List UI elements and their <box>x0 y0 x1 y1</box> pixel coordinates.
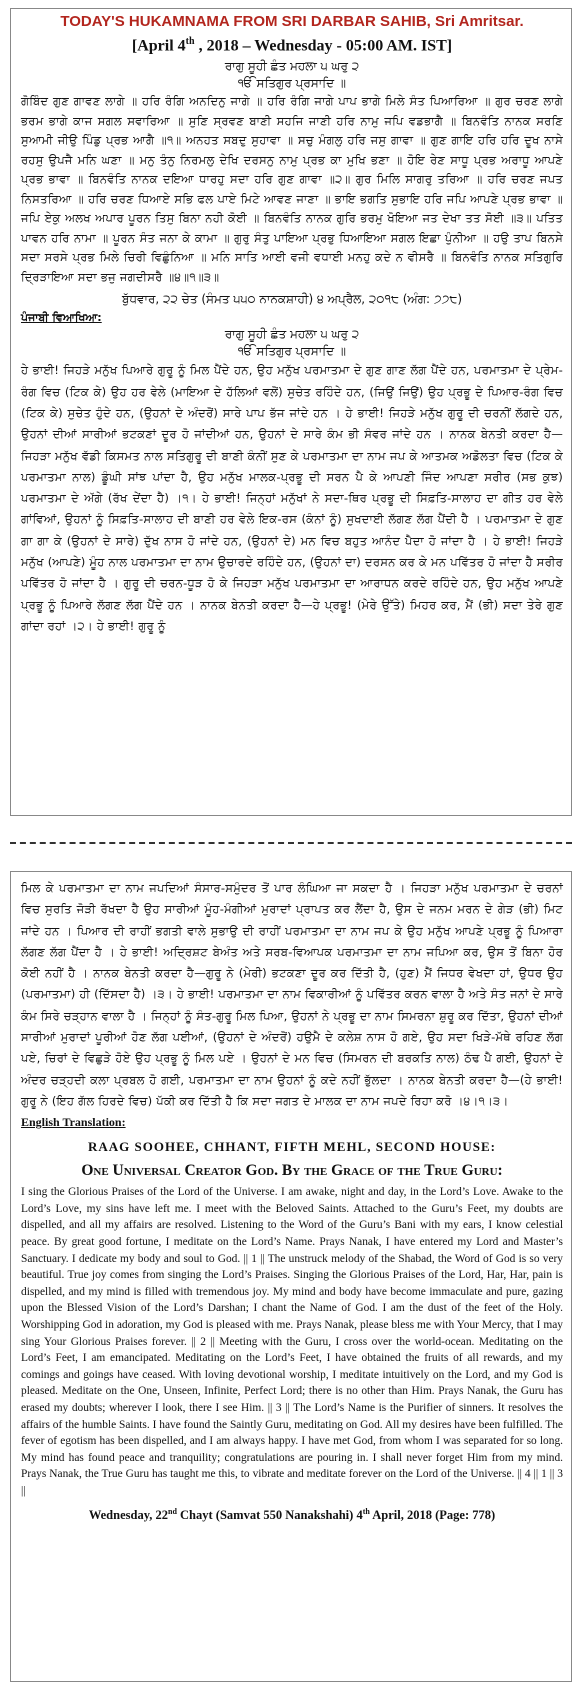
english-section-label: English Translation: <box>21 1115 126 1130</box>
footer-sup2: th <box>362 1506 370 1516</box>
date-header <box>21 31 563 56</box>
footer-mid: Chayt (Samvat 550 Nanakshahi) 4 <box>176 1507 363 1522</box>
page-divider <box>10 842 572 844</box>
english-translation-text: I sing the Glorious Praises of the Lord of the Universe. I am awake, night and day, in the Lord’s Love. Awake to the Lord’s Love, my sins have left me. I meet with the Beloved Saints. Attached to the Guru’s Feet, my doubts are dispelled, and all my affairs are resolved. Listening to the Word of the Guru’s Bani with my ears, I know celestial peace. By great good fortune, I meditate on the Lord’s Name. Prays Nanak, I have entered my Lord and Master’s Sanctuary. I dedicate my body and soul to God. || 1 || The unstruck melody of the Shabad, the Word of God is so very beautiful. True joy comes from singing the Lord’s Praises. Singing the Glorious Praises of the Lord, Har, Har, pain is dispelled, and my mind is filled with tremendous joy. My mind and body have become immaculate and pure, gazing upon the Blessed Vision of the Lord’s Darshan; I chant the Name of God. I am the dust of the feet of the Holy. Worshipping God in adoration, my God is pleased with me. Prays Nanak, please bless me with Your Mercy, that I may sing Your Glorious Praises forever. || 2 || Meeting with the Guru, I cross over the world-ocean. Meditating on the Lord’s Feet, I am emancipated. Meditating on the Lord’s Feet, I have obtained the fruits of all rewards, and my comings and goings have ceased. With loving devotional worship, I meditate intuitively on the Lord, and my God is pleased. Meditate on the One, Unseen, Infinite, Perfect Lord; there is no other than Him. Prays Nanak, the Guru has erased my doubts; wherever I look, there I see Him. || 3 || The Lord’s Name is the Purifier of sinners. It resolves the affairs of the humble Saints. I have found the Saintly Guru, meditating on God. All my desires have been fulfilled. The fever of egotism has been dispelled, and I am always happy. I have met God, from whom I was separated for so long. My mind has found peace and tranquility; congratulations are pouring in. I shall never forget Him from my mind. Prays Nanak, the True Guru has taught me this, to vibrate and meditate forever on the Lord of the Universe. || 4 || 1 || 3 || <box>21 1186 563 1497</box>
punjabi-explanation-part1: ਹੇ ਭਾਈ! ਜਿਹੜੇ ਮਨੁੱਖ ਪਿਆਰੇ ਗੁਰੂ ਨੂੰ ਮਿਲ ਪੈਂਦੇ ਹਨ, ਉਹ ਮਨੁੱਖ ਪਰਮਾਤਮਾ ਦੇ ਗੁਣ ਗਾਣ ਲੱਗ ਪੈਂਦੇ ਹਨ, ਪਰਮਾਤਮਾ ਦੇ ਪ੍ਰੇਮ-ਰੰਗ ਵਿਚ (ਟਿਕ ਕੇ) ਉਹ ਹਰ ਵੇਲੇ (ਮਾਇਆ ਦੇ ਹੱਲਿਆਂ ਵਲੋਂ) ਸੁਚੇਤ ਰਹਿੰਦੇ ਹਨ, (ਜਿਉਂ ਜਿਉਂ) ਉਹ ਪ੍ਰਭੂ ਦੇ ਪਿਆਰ-ਰੰਗ ਵਿਚ (ਟਿਕ ਕੇ) ਸੁਚੇਤ ਹੁੰਦੇ ਹਨ, (ਉਹਨਾਂ ਦੇ ਅੰਦਰੋਂ) ਸਾਰੇ ਪਾਪ ਭੱਜ ਜਾਂਦੇ ਹਨ । ਹੇ ਭਾਈ! ਜਿਹੜੇ ਮਨੁੱਖ ਗੁਰੂ ਦੀ ਚਰਨੀਂ ਲੱਗਦੇ ਹਨ, ਉਹਨਾਂ ਦੀਆਂ ਸਾਰੀਆਂ ਭਟਕਣਾਂ ਦੂਰ ਹੋ ਜਾਂਦੀਆਂ ਹਨ, ਉਹਨਾਂ ਦੇ ਸਾਰੇ ਕੰਮ ਭੀ ਸੰਵਰ ਜਾਂਦੇ ਹਨ । ਨਾਨਕ ਬੇਨਤੀ ਕਰਦਾ ਹੈ—ਜਿਹੜਾ ਮਨੁੱਖ ਵੱਡੀ ਕਿਸਮਤ ਨਾਲ ਸਤਿਗੁਰੂ ਦੀ ਬਾਣੀ ਕੰਨੀਂ ਸੁਣ ਕੇ ਪਰਮਾਤਮਾ ਦਾ ਨਾਮ ਜਪ ਕੇ ਆਤਮਕ ਅਡੋਲਤਾ ਵਿਚ (ਟਿਕ ਕੇ ਪਰਮਾਤਮਾ ਨਾਲ) ਡੂੰਘੀ ਸਾਂਝ ਪਾਂਦਾ ਹੈ, ਉਹ ਮਨੁੱਖ ਮਾਲਕ-ਪ੍ਰਭੂ ਦੀ ਸਰਨ ਪੈ ਕੇ ਆਪਣੀ ਜਿੰਦ ਆਪਣਾ ਸਰੀਰ (ਸਭ ਕੁਝ) ਪਰਮਾਤਮਾ ਦੇ ਅੱਗੇ (ਰੱਖ ਦੇਂਦਾ ਹੈ) ।੧। ਹੇ ਭਾਈ! ਜਿਨ੍ਹਾਂ ਮਨੁੱਖਾਂ ਨੇ ਸਦਾ-ਥਿਰ ਪ੍ਰਭੂ ਦੀ ਸਿਫ਼ਤਿ-ਸਾਲਾਹ ਦਾ ਗੀਤ ਹਰ ਵੇਲੇ ਗਾਂਵਿਆਂ, ਉਹਨਾਂ ਨੂੰ ਸਿਫ਼ਤਿ-ਸਾਲਾਹ ਦੀ ਬਾਣੀ ਹਰ ਵੇਲੇ ਇਕ-ਰਸ (ਕੰਨਾਂ ਨੂੰ) ਸੁਖਦਾਈ ਲੱਗਣ ਲੱਗ ਪੈਂਦੀ ਹੈ । ਪਰਮਾਤਮਾ ਦੇ ਗੁਣ ਗਾ ਗਾ ਕੇ (ਉਹਨਾਂ ਦੇ ਸਾਰੇ) ਦੁੱਖ ਨਾਸ ਹੋ ਜਾਂਦੇ ਹਨ, (ਉਹਨਾਂ ਦੇ) ਮਨ ਵਿਚ ਬਹੁਤ ਆਨੰਦ ਪੈਦਾ ਹੋ ਜਾਂਦਾ ਹੈ । ਹੇ ਭਾਈ! ਜਿਹੜੇ ਮਨੁੱਖ (ਆਪਣੇ) ਮੂੰਹ ਨਾਲ ਪਰਮਾਤਮਾ ਦਾ ਨਾਮ ਉਚਾਰਦੇ ਰਹਿੰਦੇ ਹਨ, (ਉਹਨਾਂ ਦਾ) ਦਰਸਨ ਕਰ ਕੇ ਮਨ ਪਵਿੱਤਰ ਹੋ ਜਾਂਦਾ ਹੈ ਸਰੀਰ ਪਵਿੱਤਰ ਹੋ ਜਾਂਦਾ ਹੈ । ਗੁਰੂ ਦੀ ਚਰਨ-ਧੂੜ ਹੋ ਕੇ ਜਿਹੜਾ ਮਨੁੱਖ ਪਰਮਾਤਮਾ ਦਾ ਆਰਾਧਨ ਕਰਦੇ ਰਹਿੰਦੇ ਹਨ, ਉਹ ਮਨੁੱਖ ਆਪਣੇ ਪ੍ਰਭੂ ਨੂੰ ਪਿਆਰੇ ਲੱਗਣ ਲੱਗ ਪੈਂਦੇ ਹਨ । ਨਾਨਕ ਬੇਨਤੀ ਕਰਦਾ ਹੈ—ਹੇ ਪ੍ਰਭੂ! (ਮੇਰੇ ਉੱਤੇ) ਮਿਹਰ ਕਰ, ਮੈਂ (ਭੀ) ਸਦਾ ਤੇਰੇ ਗੁਣ ਗਾਂਦਾ ਰਹਾਂ ।੨। ਹੇ ਭਾਈ! ਗੁਰੂ ਨੂੰ <box>21 363 563 633</box>
english-date-footer <box>21 1502 563 1525</box>
footer-sup1: nd <box>168 1506 177 1516</box>
date-header-sup: th <box>185 36 195 47</box>
hukamnama-bottom-panel <box>10 871 572 1682</box>
english-raag-line: RAAG SOOHEE, CHHANT, FIFTH MEHL, SECOND HOUSE: <box>88 1139 496 1155</box>
gurbani-date-line: ਬੁੱਧਵਾਰ, ੨੨ ਚੇਤ (ਸੰਮਤ ੫੫੦ ਨਾਨਕਸ਼ਾਹੀ) ੪ ਅਪ੍ਰੈਲ, ੨੦੧੮ (ਅੰਗ: ੭੭੮) <box>121 292 463 307</box>
gurbani-text: ਗੋਬਿੰਦ ਗੁਣ ਗਾਵਣ ਲਾਗੇ ॥ ਹਰਿ ਰੰਗਿ ਅਨਦਿਨੁ ਜਾਗੇ ॥ ਹਰਿ ਰੰਗਿ ਜਾਗੇ ਪਾਪ ਭਾਗੇ ਮਿਲੇ ਸੰਤ ਪਿਆਰਿਆ ॥ ਗੁਰ ਚਰਣ ਲਾਗੇ ਭਰਮ ਭਾਗੇ ਕਾਜ ਸਗਲ ਸਵਾਰਿਆ ॥ ਸੁਣਿ ਸ੍ਰਵਣ ਬਾਣੀ ਸਹਜਿ ਜਾਣੀ ਹਰਿ ਨਾਮੁ ਜਪਿ ਵਡਭਾਗੈ ॥ ਬਿਨਵੰਤਿ ਨਾਨਕ ਸਰਣਿ ਸੁਆਮੀ ਜੀਉ ਪਿੰਡੁ ਪ੍ਰਭ ਆਗੈ ॥੧॥ ਅਨਹਤ ਸਬਦੁ ਸੁਹਾਵਾ ॥ ਸਚੁ ਮੰਗਲੁ ਹਰਿ ਜਸੁ ਗਾਵਾ ॥ ਗੁਣ ਗਾਇ ਹਰਿ ਹਰਿ ਦੂਖ ਨਾਸੇ ਰਹਸੁ ਉਪਜੈ ਮਨਿ ਘਣਾ ॥ ਮਨੁ ਤੰਨੁ ਨਿਰਮਲੁ ਦੇਖਿ ਦਰਸਨੁ ਨਾਮੁ ਪ੍ਰਭ ਕਾ ਮੁਖਿ ਭਣਾ ॥ ਹੋਇ ਰੇਣ ਸਾਧੂ ਪ੍ਰਭ ਅਰਾਧੂ ਆਪਣੇ ਪ੍ਰਭ ਭਾਵਾ ॥ ਬਿਨਵੰਤਿ ਨਾਨਕ ਦਇਆ ਧਾਰਹੁ ਸਦਾ ਹਰਿ ਗੁਣ ਗਾਵਾ ॥੨॥ ਗੁਰ ਮਿਲਿ ਸਾਗਰੁ ਤਰਿਆ ॥ ਹਰਿ ਚਰਣ ਜਪਤ ਨਿਸਤਰਿਆ ॥ ਹਰਿ ਚਰਣ ਧਿਆਏ ਸਭਿ ਫਲ ਪਾਏ ਮਿਟੇ ਆਵਣ ਜਾਣਾ ॥ ਭਾਇ ਭਗਤਿ ਸੁਭਾਇ ਹਰਿ ਜਪਿ ਆਪਣੇ ਪ੍ਰਭ ਭਾਵਾ ॥ ਜਪਿ ਏਕੁ ਅਲਖ ਅਪਾਰ ਪੂਰਨ ਤਿਸੁ ਬਿਨਾ ਨਹੀ ਕੋਈ ॥ ਬਿਨਵੰਤਿ ਨਾਨਕ ਗੁਰਿ ਭਰਮੁ ਖੋਇਆ ਜਤ ਦੇਖਾ ਤਤ ਸੋਈ ॥੩॥ ਪਤਿਤ ਪਾਵਨ ਹਰਿ ਨਾਮਾ ॥ ਪੂਰਨ ਸੰਤ ਜਨਾ ਕੇ ਕਾਮਾ ॥ ਗੁਰੁ ਸੰਤੁ ਪਾਇਆ ਪ੍ਰਭੁ ਧਿਆਇਆ ਸਗਲ ਇਛਾ ਪੁੰਨੀਆ ॥ ਹਉ ਤਾਪ ਬਿਨਸੇ ਸਦਾ ਸਰਸੇ ਪ੍ਰਭ ਮਿਲੇ ਚਿਰੀ ਵਿਛੁੰਨਿਆ ॥ ਮਨਿ ਸਾਤਿ ਆਈ ਵਜੀ ਵਧਾਈ ਮਨਹੁ ਕਦੇ ਨ ਵੀਸਰੈ ॥ ਬਿਨਵੰਤਿ ਨਾਨਕ ਸਤਿਗੁਰਿ ਦ੍ਰਿੜਾਇਆ ਸਦਾ ਭਜੁ ਜਗਦੀਸਰੈ ॥੪॥੧॥੩॥ <box>21 94 563 284</box>
punjabi-raag-line: ਰਾਗੁ ਸੂਹੀ ਛੰਤ ਮਹਲਾ ੫ ਘਰੁ ੨ <box>224 327 360 342</box>
date-header-prefix: [April 4 <box>131 37 186 55</box>
gurbani-raag-line: ਰਾਗੁ ਸੂਹੀ ਛੰਤ ਮਹਲਾ ੫ ਘਰੁ ੨ <box>224 59 360 74</box>
gurbani-ik-onkar: ੴ ਸਤਿਗੁਰ ਪ੍ਰਸਾਦਿ ॥ <box>238 76 346 91</box>
footer-suffix: April, 2018 (Page: 778) <box>369 1507 496 1522</box>
date-header-suffix: , 2018 – Wednesday - 05:00 AM. IST] <box>194 37 453 55</box>
hukamnama-top-panel <box>10 8 572 816</box>
english-ik-onkar-line: One Universal Creator God. By the Grace of the True Guru: <box>81 1162 503 1180</box>
punjabi-ik-onkar: ੴ ਸਤਿਗੁਰ ਪ੍ਰਸਾਦਿ ॥ <box>238 344 346 359</box>
punjabi-explanation-part2: ਮਿਲ ਕੇ ਪਰਮਾਤਮਾ ਦਾ ਨਾਮ ਜਪਦਿਆਂ ਸੰਸਾਰ-ਸਮੁੰਦਰ ਤੋਂ ਪਾਰ ਲੰਘਿਆ ਜਾ ਸਕਦਾ ਹੈ । ਜਿਹੜਾ ਮਨੁੱਖ ਪਰਮਾਤਮਾ ਦੇ ਚਰਨਾਂ ਵਿਚ ਸੁਰਤਿ ਜੋੜੀ ਰੱਖਦਾ ਹੈ ਉਹ ਸਾਰੀਆਂ ਮੂੰਹ-ਮੰਗੀਆਂ ਮੁਰਾਦਾਂ ਪ੍ਰਾਪਤ ਕਰ ਲੈਂਦਾ ਹੈ, ਉਸ ਦੇ ਜਨਮ ਮਰਨ ਦੇ ਗੇੜ (ਭੀ) ਮਿਟ ਜਾਂਦੇ ਹਨ । ਪਿਆਰ ਦੀ ਰਾਹੀਂ ਭਗਤੀ ਵਾਲੇ ਸੁਭਾਉ ਦੀ ਰਾਹੀਂ ਪਰਮਾਤਮਾ ਦਾ ਨਾਮ ਜਪ ਕੇ ਉਹ ਮਨੁੱਖ ਆਪਣੇ ਪ੍ਰਭੂ ਨੂੰ ਪਿਆਰਾ ਲੱਗਣ ਲੱਗ ਪੈਂਦਾ ਹੈ । ਹੇ ਭਾਈ! ਅਦ੍ਰਿਸ਼ਟ ਬੇਅੰਤ ਅਤੇ ਸਰਬ-ਵਿਆਪਕ ਪਰਮਾਤਮਾ ਦਾ ਨਾਮ ਜਪਿਆ ਕਰ, ਉਸ ਤੋਂ ਬਿਨਾ ਹੋਰ ਕੋਈ ਨਹੀਂ ਹੈ । ਨਾਨਕ ਬੇਨਤੀ ਕਰਦਾ ਹੈ—ਗੁਰੂ ਨੇ (ਮੇਰੀ) ਭਟਕਣਾ ਦੂਰ ਕਰ ਦਿੱਤੀ ਹੈ, (ਹੁਣ) ਮੈਂ ਜਿਧਰ ਵੇਖਦਾ ਹਾਂ, ਉਧਰ ਉਹ (ਪਰਮਾਤਮਾ) ਹੀ (ਦਿੱਸਦਾ ਹੈ) ।੩। ਹੇ ਭਾਈ! ਪਰਮਾਤਮਾ ਦਾ ਨਾਮ ਵਿਕਾਰੀਆਂ ਨੂੰ ਪਵਿੱਤਰ ਕਰਨ ਵਾਲਾ ਹੈ ਅਤੇ ਸੰਤ ਜਨਾਂ ਦੇ ਸਾਰੇ ਕੰਮ ਸਿਰੇ ਚੜ੍ਹਾਨ ਵਾਲਾ ਹੈ । ਜਿਨ੍ਹਾਂ ਨੂੰ ਸੰਤ-ਗੁਰੂ ਮਿਲ ਪਿਆ, ਉਹਨਾਂ ਨੇ ਪ੍ਰਭੂ ਦਾ ਨਾਮ ਸਿਮਰਨਾ ਸ਼ੁਰੂ ਕਰ ਦਿੱਤਾ, ਉਹਨਾਂ ਦੀਆਂ ਸਾਰੀਆਂ ਮੁਰਾਦਾਂ ਪੂਰੀਆਂ ਹੋਣ ਲੱਗ ਪਈਆਂ, (ਉਹਨਾਂ ਦੇ ਅੰਦਰੋਂ) ਹਉਮੈ ਦੇ ਕਲੇਸ਼ ਨਾਸ ਹੋ ਗਏ, ਉਹ ਸਦਾ ਖਿੜੇ-ਮੱਥੇ ਰਹਿਣ ਲੱਗ ਪਏ, ਚਿਰਾਂ ਦੇ ਵਿਛੁੜੇ ਹੋਏ ਉਹ ਪ੍ਰਭੂ ਨੂੰ ਮਿਲ ਪਏ । ਉਹਨਾਂ ਦੇ ਮਨ ਵਿਚ (ਸਿਮਰਨ ਦੀ ਬਰਕਤਿ ਨਾਲ) ਠੰਢ ਪੈ ਗਈ, ਉਹਨਾਂ ਦੇ ਅੰਦਰ ਚੜ੍ਹਦੀ ਕਲਾ ਪ੍ਰਬਲ ਹੋ ਗਈ, ਪਰਮਾਤਮਾ ਦਾ ਨਾਮ ਉਹਨਾਂ ਨੂੰ ਕਦੇ ਨਹੀਂ ਭੁੱਲਦਾ । ਨਾਨਕ ਬੇਨਤੀ ਕਰਦਾ ਹੈ—(ਹੇ ਭਾਈ! ਗੁਰੂ ਨੇ (ਇਹ ਗੱਲ ਹਿਰਦੇ ਵਿਚ) ਪੱਕੀ ਕਰ ਦਿੱਤੀ ਹੈ ਕਿ ਸਦਾ ਜਗਤ ਦੇ ਮਾਲਕ ਦਾ ਨਾਮ ਜਪਦੇ ਰਿਹਾ ਕਰੋ ।੪।੧।੩। <box>21 881 563 1108</box>
footer-prefix: Wednesday, 22 <box>88 1507 168 1522</box>
punjabi-section-label: ਪੰਜਾਬੀ ਵਿਆਖਿਆ: <box>21 311 102 325</box>
page-title: TODAY'S HUKAMNAMA FROM SRI DARBAR SAHIB, Sri Amritsar. <box>60 13 524 30</box>
